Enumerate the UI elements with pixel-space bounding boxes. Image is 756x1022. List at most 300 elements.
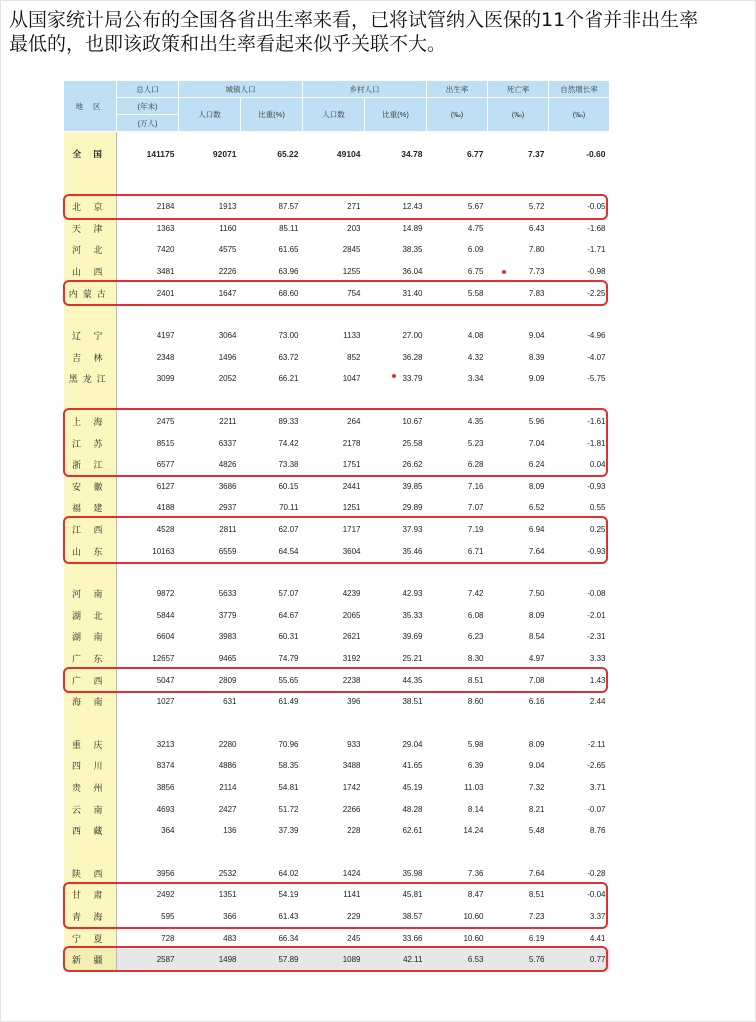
total-population-cell: 2184 [156, 202, 175, 212]
birth-rate-cell: 6.28 [467, 460, 484, 470]
region-name: 云 南 [64, 798, 117, 820]
natural-growth-rate-cell: -0.93 [587, 481, 606, 491]
total-population-cell: 595 [161, 911, 175, 921]
red-highlight-box [63, 408, 608, 477]
rural-share-cell: 38.35 [402, 245, 423, 255]
rural-count-cell: 3192 [342, 653, 361, 663]
total-population-cell: 12657 [152, 653, 175, 663]
natural-growth-rate-cell: 4.41 [589, 933, 606, 943]
region-name: 上 海 [64, 411, 117, 433]
rural-share-cell: 39.85 [402, 481, 423, 491]
spacer-row [64, 175, 610, 196]
province-row [64, 476, 610, 498]
urban-count-cell: 4886 [218, 761, 237, 771]
header-rural: 乡村人口 [303, 81, 427, 98]
spacer-cell [64, 841, 117, 862]
birth-rate-cell: 5.98 [467, 739, 484, 749]
urban-count-cell: 366 [223, 911, 237, 921]
region-name: 内蒙古 [64, 282, 117, 304]
urban-share-cell: 54.81 [278, 782, 299, 792]
urban-share-cell: 64.54 [278, 546, 299, 556]
urban-count-cell: 136 [223, 826, 237, 836]
urban-share-cell: 64.67 [278, 610, 299, 620]
total-population-cell: 3213 [156, 739, 175, 749]
urban-count-cell: 1351 [218, 890, 237, 900]
spacer-cell [117, 175, 610, 196]
natural-growth-rate-cell: -4.07 [587, 352, 606, 362]
header-rural-count: 人口数 [303, 98, 365, 132]
birth-rate-cell: 6.09 [467, 245, 484, 255]
death-rate-cell: 7.83 [528, 288, 545, 298]
death-rate-cell: 8.39 [528, 352, 545, 362]
region-name: 广 东 [64, 648, 117, 670]
header-natural: 自然增长率 [549, 81, 610, 98]
birth-rate-cell: 7.16 [467, 481, 484, 491]
rural-count-cell: 933 [347, 739, 361, 749]
province-row [64, 368, 610, 390]
total-population-cell: 141175 [146, 148, 175, 159]
birth-rate-cell: 4.32 [467, 352, 484, 362]
total-population-cell: 4188 [156, 503, 175, 513]
total-population-cell: 4197 [156, 331, 175, 341]
total-population-cell: 7420 [156, 245, 175, 255]
rural-count-cell: 264 [347, 417, 361, 427]
death-rate-cell: 8.51 [528, 890, 545, 900]
urban-share-cell: 54.19 [278, 890, 299, 900]
death-rate-cell: 6.94 [528, 525, 545, 535]
region-name: 浙 江 [64, 454, 117, 476]
death-rate-cell: 7.32 [528, 782, 545, 792]
natural-growth-rate-cell: -0.28 [587, 868, 606, 878]
region-name: 西 藏 [64, 820, 117, 842]
rural-count-cell: 3488 [342, 761, 361, 771]
table-header-row [64, 98, 610, 115]
annotation-dot [502, 270, 506, 274]
rural-count-cell: 396 [347, 697, 361, 707]
rural-count-cell: 2266 [342, 804, 361, 814]
urban-share-cell: 70.11 [279, 503, 299, 513]
total-population-cell: 8515 [156, 438, 175, 448]
rural-count-cell: 1141 [343, 890, 361, 900]
birth-rate-cell: 6.08 [467, 610, 484, 620]
urban-share-cell: 70.96 [278, 739, 299, 749]
rural-count-cell: 1047 [342, 374, 361, 384]
urban-count-cell: 5633 [218, 589, 237, 599]
urban-count-cell: 2052 [218, 374, 237, 384]
rural-count-cell: 2065 [342, 610, 361, 620]
birth-rate-cell: 8.60 [467, 697, 484, 707]
urban-count-cell: 2211 [219, 417, 237, 427]
urban-count-cell: 1647 [218, 288, 237, 298]
total-population-cell: 364 [161, 826, 175, 836]
total-population-cell: 4693 [156, 804, 175, 814]
birth-rate-cell: 14.24 [463, 826, 484, 836]
province-row [64, 605, 610, 627]
rural-count-cell: 1251 [342, 503, 361, 513]
rural-share-cell: 27.00 [402, 331, 423, 341]
province-row [64, 626, 610, 648]
rural-share-cell: 42.93 [402, 589, 423, 599]
total-population-cell: 1027 [156, 697, 175, 707]
urban-share-cell: 64.02 [278, 868, 299, 878]
header-natural-unit: (‰) [549, 98, 610, 132]
urban-count-cell: 1496 [218, 352, 237, 362]
region-name: 山 西 [64, 261, 117, 283]
rural-share-cell: 35.33 [402, 610, 423, 620]
natural-growth-rate-cell: 0.55 [589, 503, 606, 513]
total-population-cell: 3856 [156, 782, 175, 792]
urban-share-cell: 37.39 [278, 826, 299, 836]
rural-count-cell: 754 [347, 288, 361, 298]
birth-rate-cell: 5.58 [467, 288, 484, 298]
birth-rate-cell: 7.36 [467, 868, 484, 878]
total-population-cell: 10163 [152, 546, 175, 556]
rural-count-cell: 203 [347, 223, 361, 233]
rural-count-cell: 245 [347, 933, 361, 943]
spacer-cell [117, 841, 610, 862]
urban-share-cell: 62.07 [278, 525, 299, 535]
rural-share-cell: 36.28 [402, 352, 423, 362]
total-population-cell: 2475 [156, 417, 175, 427]
urban-share-cell: 61.65 [278, 245, 299, 255]
headline-text: 从国家统计局公布的全国各省出生率来看，已将试管纳入医保的11个省并非出生率最低的，也即该政策和出生率看起来似乎关联不大。 [9, 9, 699, 55]
natural-growth-rate-cell: -2.11 [587, 739, 606, 749]
rural-share-cell: 34.78 [401, 148, 423, 159]
region-name: 黑龙江 [64, 368, 117, 390]
urban-share-cell: 63.96 [278, 267, 299, 277]
natural-growth-rate-cell: -0.07 [587, 804, 606, 814]
rural-count-cell: 1424 [342, 868, 361, 878]
region-name: 江 苏 [64, 432, 117, 454]
death-rate-cell: 7.04 [528, 438, 545, 448]
rural-share-cell: 37.93 [402, 525, 423, 535]
rural-share-cell: 10.67 [402, 417, 423, 427]
natural-growth-rate-cell: -2.31 [587, 632, 606, 642]
natural-growth-rate-cell: -1.68 [587, 223, 606, 233]
birth-rate-cell: 3.34 [467, 374, 484, 384]
urban-count-cell: 92071 [212, 148, 237, 159]
birth-rate-cell: 5.67 [467, 202, 484, 212]
urban-share-cell: 51.72 [278, 804, 299, 814]
region-name: 安 徽 [64, 476, 117, 498]
natural-growth-rate-cell: 0.04 [589, 460, 606, 470]
province-row [64, 239, 610, 261]
region-name: 甘 肃 [64, 884, 117, 906]
death-rate-cell: 7.50 [528, 589, 545, 599]
urban-share-cell: 61.49 [278, 697, 299, 707]
rural-share-cell: 12.43 [402, 202, 423, 212]
red-highlight-box [63, 516, 608, 564]
natural-growth-rate-cell: -2.25 [587, 288, 606, 298]
rural-count-cell: 3604 [342, 546, 361, 556]
rural-count-cell: 2845 [342, 245, 361, 255]
death-rate-cell: 8.09 [528, 739, 545, 749]
urban-count-cell: 631 [223, 697, 237, 707]
rural-count-cell: 1255 [342, 267, 361, 277]
natural-growth-rate-cell: 8.76 [589, 826, 606, 836]
birth-rate-cell: 11.03 [464, 782, 484, 792]
region-name: 宁 夏 [64, 927, 117, 949]
spacer-row [64, 562, 610, 583]
urban-share-cell: 63.72 [278, 352, 299, 362]
birth-rate-cell: 8.30 [467, 653, 484, 663]
annotation-dot [392, 374, 396, 378]
spacer-row [64, 304, 610, 325]
province-row [64, 218, 610, 240]
urban-count-cell: 2937 [218, 503, 237, 513]
birth-rate-cell: 7.42 [467, 589, 484, 599]
urban-share-cell: 55.65 [278, 675, 299, 685]
urban-count-cell: 1498 [179, 949, 241, 971]
rural-share-cell: 48.28 [402, 804, 423, 814]
header-total: 总人口 [117, 81, 179, 98]
death-rate-cell: 7.23 [528, 911, 545, 921]
natural-growth-rate-cell: -2.65 [587, 761, 606, 771]
spacer-cell [64, 304, 117, 325]
rural-share-cell: 25.21 [402, 653, 423, 663]
red-highlight-box [63, 667, 608, 693]
urban-share-cell: 73.00 [278, 331, 299, 341]
birth-rate-cell: 6.53 [427, 949, 488, 971]
urban-count-cell: 2226 [218, 267, 237, 277]
rural-share-cell: 31.40 [402, 288, 423, 298]
rural-share-cell: 25.58 [402, 438, 423, 448]
death-rate-cell: 6.19 [528, 933, 545, 943]
urban-share-cell: 85.11 [279, 223, 299, 233]
birth-rate-cell: 6.77 [466, 148, 484, 159]
region-name: 贵 州 [64, 777, 117, 799]
total-population-cell: 728 [161, 933, 175, 943]
natural-growth-rate-cell: -0.93 [587, 546, 606, 556]
death-rate-cell: 8.21 [528, 804, 545, 814]
natural-growth-rate-cell: 0.77 [549, 949, 610, 971]
urban-count-cell: 2427 [218, 804, 237, 814]
natural-growth-rate-cell: -0.05 [587, 202, 606, 212]
province-row [64, 325, 610, 347]
urban-count-cell: 3064 [218, 331, 237, 341]
rural-share-cell: 29.04 [402, 739, 423, 749]
death-rate-cell: 6.24 [528, 460, 545, 470]
birth-rate-cell: 8.51 [467, 675, 484, 685]
death-rate-cell: 8.09 [528, 610, 545, 620]
natural-growth-rate-cell: -2.01 [587, 610, 606, 620]
province-row [64, 820, 610, 842]
rural-count-cell: 1742 [342, 782, 361, 792]
birth-rate-cell: 7.07 [467, 503, 484, 513]
urban-count-cell: 2280 [218, 739, 237, 749]
rural-share-cell: 35.98 [402, 868, 423, 878]
urban-count-cell: 9465 [218, 653, 237, 663]
rural-count-cell: 229 [347, 911, 361, 921]
natural-growth-rate-cell: -0.08 [587, 589, 606, 599]
natural-growth-rate-cell: 0.25 [589, 525, 606, 535]
natural-growth-rate-cell: 3.37 [589, 911, 606, 921]
natural-growth-rate-cell: 1.43 [589, 675, 606, 685]
total-population-cell: 2587 [117, 949, 179, 971]
region-name: 陕 西 [64, 862, 117, 884]
red-highlight-box [63, 194, 608, 220]
urban-share-cell: 89.33 [278, 417, 299, 427]
total-population-cell: 2348 [156, 352, 175, 362]
death-rate-cell: 7.73 [528, 267, 545, 277]
urban-share-cell: 61.43 [278, 911, 299, 921]
death-rate-cell: 7.80 [528, 245, 545, 255]
region-name: 天 津 [64, 218, 117, 240]
rural-count-cell: 2238 [342, 675, 361, 685]
death-rate-cell: 5.48 [528, 826, 545, 836]
rural-count-cell: 49104 [336, 148, 361, 159]
urban-count-cell: 2532 [218, 868, 237, 878]
national-row [64, 132, 610, 176]
urban-count-cell: 3779 [218, 610, 237, 620]
death-rate-cell: 6.16 [528, 697, 545, 707]
rural-share-cell: 38.51 [402, 697, 423, 707]
rural-share-cell: 39.69 [402, 632, 423, 642]
red-highlight-box [63, 280, 608, 306]
total-population-cell: 8374 [156, 761, 175, 771]
rural-count-cell: 852 [347, 352, 361, 362]
natural-growth-rate-cell: -5.75 [587, 374, 606, 384]
rural-count-cell: 2178 [342, 438, 361, 448]
region-name: 广 西 [64, 669, 117, 691]
region-name: 辽 宁 [64, 325, 117, 347]
natural-growth-rate-cell: -1.61 [587, 417, 606, 427]
spacer-cell [117, 562, 610, 583]
rural-share-cell: 26.62 [402, 460, 423, 470]
total-population-cell: 2492 [156, 890, 175, 900]
urban-count-cell: 1160 [219, 223, 237, 233]
urban-share-cell: 60.15 [278, 481, 299, 491]
natural-growth-rate-cell: 3.71 [589, 782, 606, 792]
rural-count-cell: 1089 [303, 949, 365, 971]
region-name: 河 北 [64, 239, 117, 261]
urban-share-cell: 57.07 [278, 589, 299, 599]
death-rate-cell: 9.04 [528, 761, 545, 771]
death-rate-cell: 7.64 [528, 868, 545, 878]
rural-share-cell: 45.81 [402, 890, 423, 900]
birth-rate-cell: 7.19 [467, 525, 484, 535]
natural-growth-rate-cell: -0.04 [587, 890, 606, 900]
region-name: 青 海 [64, 906, 117, 928]
region-name: 重 庆 [64, 733, 117, 755]
death-rate-cell: 7.08 [528, 675, 545, 685]
urban-share-cell: 74.79 [278, 653, 299, 663]
rural-count-cell: 2441 [342, 481, 361, 491]
urban-share-cell: 65.22 [277, 148, 299, 159]
birth-rate-cell: 4.75 [467, 223, 484, 233]
rural-count-cell: 1133 [343, 331, 361, 341]
region-name: 全 国 [64, 132, 117, 176]
region-name: 北 京 [64, 196, 117, 218]
spacer-row [64, 712, 610, 733]
rural-share-cell: 14.89 [402, 223, 423, 233]
birth-rate-cell: 8.47 [467, 890, 484, 900]
natural-growth-rate-cell: -1.81 [587, 438, 606, 448]
region-name: 江 西 [64, 519, 117, 541]
rural-share-cell: 41.65 [402, 761, 423, 771]
header-birth-unit: (‰) [427, 98, 488, 132]
death-rate-cell: 8.09 [528, 481, 545, 491]
death-rate-cell: 7.37 [527, 148, 545, 159]
urban-share-cell: 87.57 [278, 202, 299, 212]
rural-count-cell: 2621 [342, 632, 361, 642]
header-rural-share: 比重(%) [365, 98, 427, 132]
birth-rate-cell: 8.14 [467, 804, 484, 814]
header-death-unit: (‰) [488, 98, 549, 132]
death-rate-cell: 5.72 [528, 202, 545, 212]
header-urban: 城镇人口 [179, 81, 303, 98]
urban-share-cell: 66.34 [278, 933, 299, 943]
rural-share-cell: 36.04 [402, 267, 423, 277]
province-row [64, 862, 610, 884]
death-rate-cell: 6.52 [528, 503, 545, 513]
urban-share-cell: 68.60 [278, 288, 299, 298]
spacer-row [64, 841, 610, 862]
natural-growth-rate-cell: -0.60 [586, 148, 606, 159]
province-row [64, 777, 610, 799]
region-name: 新 疆 [64, 949, 117, 971]
rural-share-cell: 38.57 [402, 911, 423, 921]
region-name: 吉 林 [64, 347, 117, 369]
total-population-cell: 4528 [156, 525, 175, 535]
spacer-cell [117, 712, 610, 733]
total-population-cell: 6577 [156, 460, 175, 470]
rural-share-cell: 42.11 [365, 949, 427, 971]
table-header-row [64, 81, 610, 98]
birth-rate-cell: 10.60 [463, 911, 484, 921]
province-row [64, 347, 610, 369]
urban-share-cell: 66.21 [278, 374, 299, 384]
rural-count-cell: 4239 [342, 589, 361, 599]
region-name: 湖 北 [64, 605, 117, 627]
total-population-cell: 5844 [156, 610, 175, 620]
total-population-cell: 9872 [156, 589, 175, 599]
urban-count-cell: 6559 [218, 546, 237, 556]
natural-growth-rate-cell: 2.44 [589, 697, 606, 707]
total-population-cell: 1363 [156, 223, 175, 233]
spacer-cell [64, 562, 117, 583]
region-name: 四 川 [64, 755, 117, 777]
death-rate-cell: 5.76 [488, 949, 549, 971]
total-population-cell: 3099 [156, 374, 175, 384]
urban-count-cell: 2114 [219, 782, 237, 792]
total-population-cell: 2401 [156, 288, 175, 298]
birth-rate-cell: 5.23 [467, 438, 484, 448]
region-name: 山 东 [64, 540, 117, 562]
death-rate-cell: 9.09 [528, 374, 545, 384]
natural-growth-rate-cell: 3.33 [589, 653, 606, 663]
total-population-cell: 3956 [156, 868, 175, 878]
total-population-cell: 5047 [156, 675, 175, 685]
header-death: 死亡率 [488, 81, 549, 98]
urban-count-cell: 2811 [219, 525, 237, 535]
death-rate-cell: 5.96 [528, 417, 545, 427]
region-name: 海 南 [64, 691, 117, 713]
urban-share-cell: 74.42 [278, 438, 299, 448]
rural-share-cell: 33.79 [402, 374, 423, 384]
header-total-unit: (万人) [117, 115, 179, 132]
header-urban-share: 比重(%) [241, 98, 303, 132]
province-row [64, 755, 610, 777]
rural-share-cell: 45.19 [402, 782, 423, 792]
urban-count-cell: 6337 [218, 438, 237, 448]
header-region: 地 区 [64, 81, 117, 132]
rural-share-cell: 29.89 [402, 503, 423, 513]
death-rate-cell: 7.64 [528, 546, 545, 556]
urban-count-cell: 483 [223, 933, 237, 943]
death-rate-cell: 8.54 [528, 632, 545, 642]
province-row [64, 798, 610, 820]
